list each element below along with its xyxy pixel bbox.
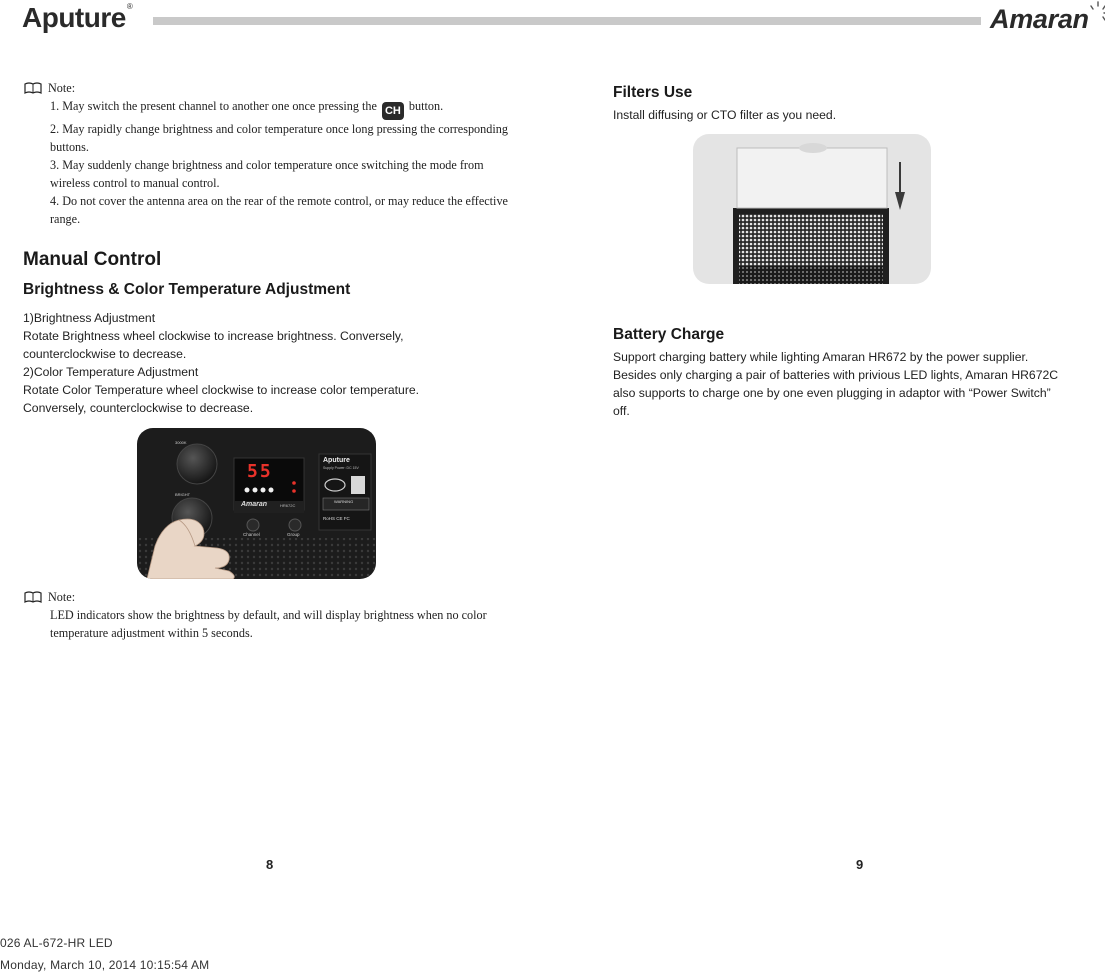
filters-text: Install diffusing or CTO filter as you need. [613, 108, 837, 122]
note-heading [24, 79, 524, 97]
filter-photo [693, 134, 931, 284]
panel-model: Amaran [241, 501, 268, 508]
panel-warning-label: WARNING [334, 499, 354, 504]
body-line: Rotate Color Temperature wheel clockwise to increase color temperature. [23, 383, 420, 397]
body-line: Besides only charging a pair of batteries with privious LED lights, Amaran HR672C [613, 368, 1059, 382]
note-block-1 [24, 79, 524, 228]
filter-illustration [693, 134, 931, 284]
panel-product: HR672C [280, 503, 296, 508]
body-line: Rotate Brightness wheel clockwise to increase brightness. Conversely, [23, 329, 404, 343]
subsection-title: Brightness & Color Temperature Adjustment [23, 281, 351, 298]
note-heading [24, 588, 524, 606]
note-item: 1. May switch the present channel to another one once pressing the CH button. [50, 97, 524, 120]
book-icon [24, 591, 42, 603]
battery-title: Battery Charge [613, 326, 725, 343]
section-title-manual-control: Manual Control [23, 249, 162, 270]
note-item: 4. Do not cover the antenna area on the rear of the remote control, or may reduce the effective range. [50, 194, 508, 226]
knob-bottom-label: BRIGHT [175, 492, 191, 497]
panel-power-label: Supply Power: DC 15V [323, 466, 359, 470]
body-line: 1)Brightness Adjustment [23, 311, 156, 325]
page-number-left: 8 [266, 857, 274, 872]
book-icon [24, 82, 42, 94]
note-label: Note: [48, 81, 76, 95]
control-panel-photo [137, 428, 376, 579]
battery-text [613, 348, 1103, 420]
note-block-2 [24, 588, 524, 642]
note-item: 3. May suddenly change brightness and color temperature once switching the mode from wireless control to manual control. [50, 158, 484, 190]
knob-top-label: 3000K [175, 440, 187, 445]
note-list [24, 97, 524, 228]
note-text: LED indicators show the brightness by default, and will display brightness when no color temperature adjustment within 5 seconds. [50, 608, 487, 640]
sun-rays-icon [1088, 0, 1105, 22]
ch-button-icon: CH [382, 102, 404, 120]
body-line: Conversely, counterclockwise to decrease. [23, 401, 254, 415]
adjustment-instructions [23, 309, 523, 417]
note-item: 2. May rapidly change brightness and color temperature once long pressing the corresponding buttons. [50, 122, 508, 154]
note-label: Note: [48, 590, 76, 604]
panel-brand: Aputure [323, 457, 350, 464]
amaran-logo: Amaran [990, 4, 1089, 34]
display-readout: 55 [247, 461, 273, 482]
footer-filename: 026 AL-672-HR LED [0, 936, 113, 950]
aputure-logo: Aputure® [22, 2, 133, 33]
page-number-right: 9 [856, 857, 864, 872]
filters-title: Filters Use [613, 84, 693, 101]
panel-cert-label: RoHS CE FC [323, 516, 350, 521]
footer-timestamp: Monday, March 10, 2014 10:15:54 AM [0, 958, 210, 972]
header-rule [153, 17, 981, 25]
body-line: also supports to charge one by one even plugging in adaptor with “Power Switch” [613, 386, 1051, 400]
body-line: counterclockwise to decrease. [23, 347, 187, 361]
body-line: 2)Color Temperature Adjustment [23, 365, 199, 379]
body-line: Support charging battery while lighting Amaran HR672 by the power supplier. [613, 350, 1029, 364]
channel-button-label: Channel [243, 532, 260, 537]
group-button-label: Group [287, 532, 300, 537]
body-line: off. [613, 404, 630, 418]
